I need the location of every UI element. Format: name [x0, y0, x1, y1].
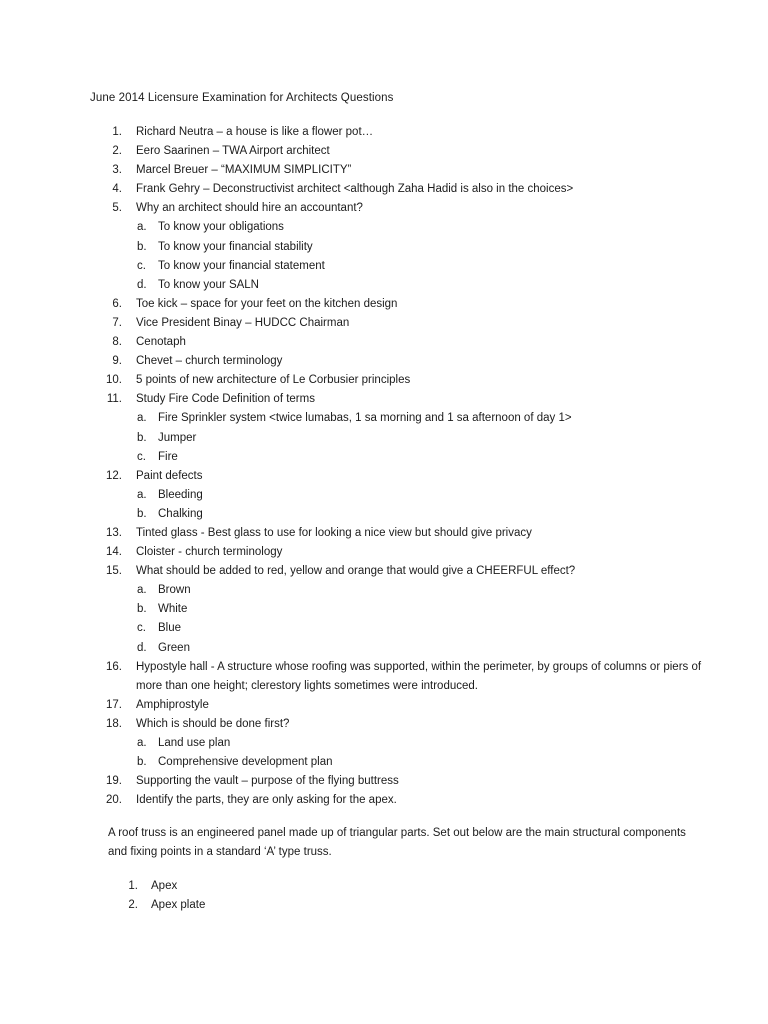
choice-text: Land use plan	[158, 737, 231, 749]
question-number: 9.	[112, 355, 122, 368]
question-text: Hypostyle hall - A structure whose roofing was supported, within the perimeter, by groups of columns or piers of more than one height; clerestory lights sometimes were introduced.	[136, 660, 702, 692]
question-text: Why an architect should hire an accountant?	[136, 202, 363, 215]
question-text: Study Fire Code Definition of terms	[136, 393, 315, 406]
choice-item	[0, 238, 768, 257]
choice-letter: b.	[137, 507, 147, 520]
choice-letter: d.	[137, 278, 147, 291]
choice-list	[0, 409, 768, 466]
question-text: Paint defects	[136, 469, 203, 482]
truss-paragraph: A roof truss is an engineered panel made up of triangular parts. Set out below are the main structural components and fixing points in a standard ‘A’ type truss.	[108, 827, 686, 858]
question-item	[0, 333, 768, 352]
choice-letter: a.	[137, 737, 147, 749]
question-number: 7.	[112, 316, 122, 329]
question-number: 1.	[112, 126, 122, 138]
choice-letter: c.	[137, 622, 146, 635]
question-number: 10.	[106, 374, 122, 387]
choice-letter: b.	[137, 603, 147, 616]
question-number: 15.	[106, 565, 122, 578]
choice-text: Brown	[158, 584, 191, 597]
choice-letter: a.	[137, 584, 147, 597]
question-text: Supporting the vault – purpose of the flying buttress	[136, 775, 399, 788]
choice-text: To know your financial statement	[158, 259, 325, 272]
question-item	[0, 467, 768, 524]
choice-letter: a.	[137, 412, 147, 425]
question-item	[0, 123, 768, 142]
question-item	[0, 180, 768, 199]
choice-list	[0, 486, 768, 524]
question-number: 17.	[106, 698, 122, 711]
choice-text: Chalking	[158, 507, 203, 520]
choice-letter: d.	[137, 641, 147, 654]
question-number: 6.	[112, 297, 122, 310]
choice-letter: a.	[137, 488, 147, 501]
question-text: Toe kick – space for your feet on the kitchen design	[136, 297, 398, 310]
question-item	[0, 371, 768, 390]
truss-part-number: 2.	[128, 899, 138, 912]
choice-item	[0, 619, 768, 638]
question-text: Marcel Breuer – “MAXIMUM SIMPLICITY”	[136, 164, 352, 177]
choice-item	[0, 753, 768, 772]
choice-letter: c.	[137, 259, 146, 272]
question-number: 2.	[112, 145, 122, 158]
question-text: Tinted glass - Best glass to use for looking a nice view but should give privacy	[136, 526, 532, 539]
question-text: Which is should be done first?	[136, 717, 290, 730]
choice-letter: b.	[137, 756, 147, 769]
choice-text: Jumper	[158, 431, 197, 444]
question-text: Amphiprostyle	[136, 698, 209, 711]
truss-part-item	[0, 877, 768, 896]
question-item	[0, 658, 768, 696]
question-number: 19.	[106, 775, 122, 788]
choice-letter: b.	[137, 240, 147, 253]
choice-item	[0, 257, 768, 276]
choice-item	[0, 276, 768, 295]
choice-item	[0, 409, 768, 428]
question-number: 16.	[106, 660, 122, 673]
choice-list	[0, 581, 768, 657]
question-text: Cloister - church terminology	[136, 546, 283, 559]
question-list	[0, 123, 768, 810]
question-number: 18.	[106, 717, 122, 730]
choice-text: To know your obligations	[158, 221, 284, 234]
question-text: Richard Neutra – a house is like a flower pot…	[136, 126, 374, 138]
question-text: Chevet – church terminology	[136, 355, 283, 368]
question-item	[0, 562, 768, 657]
truss-parts-list	[0, 877, 768, 915]
question-item	[0, 791, 768, 810]
choice-item	[0, 600, 768, 619]
choice-letter: c.	[137, 450, 146, 463]
choice-item	[0, 448, 768, 467]
choice-list	[0, 734, 768, 772]
question-text: 5 points of new architecture of Le Corbusier principles	[136, 374, 411, 387]
choice-text: Blue	[158, 622, 182, 635]
question-number: 5.	[112, 202, 122, 215]
question-item	[0, 390, 768, 466]
choice-text: To know your SALN	[158, 278, 259, 291]
choice-item	[0, 505, 768, 524]
choice-item	[0, 218, 768, 237]
question-item	[0, 352, 768, 371]
choice-text: Bleeding	[158, 488, 203, 501]
question-text: Eero Saarinen – TWA Airport architect	[136, 145, 330, 158]
question-text: Vice President Binay – HUDCC Chairman	[136, 316, 350, 329]
question-text: Identify the parts, they are only asking for the apex.	[136, 794, 397, 807]
choice-letter: a.	[137, 221, 147, 234]
choice-list	[0, 218, 768, 294]
question-item	[0, 696, 768, 715]
question-number: 13.	[106, 526, 122, 539]
question-item	[0, 715, 768, 772]
question-number: 12.	[106, 469, 122, 482]
choice-item	[0, 734, 768, 753]
question-text: Frank Gehry – Deconstructivist architect <although Zaha Hadid is also in the choices>	[136, 183, 574, 196]
choice-item	[0, 486, 768, 505]
question-item	[0, 199, 768, 294]
question-item	[0, 295, 768, 314]
question-item	[0, 524, 768, 543]
question-item	[0, 772, 768, 791]
choice-text: Green	[158, 641, 190, 654]
choice-letter: b.	[137, 431, 147, 444]
choice-item	[0, 429, 768, 448]
truss-part-text: Apex plate	[151, 899, 206, 912]
choice-text: White	[158, 603, 188, 616]
question-number: 8.	[112, 336, 122, 349]
question-item	[0, 314, 768, 333]
choice-text: Comprehensive development plan	[158, 756, 333, 769]
question-number: 20.	[106, 794, 122, 807]
choice-text: To know your financial stability	[158, 240, 313, 253]
question-number: 14.	[106, 546, 122, 559]
question-item	[0, 543, 768, 562]
question-item	[0, 142, 768, 161]
truss-part-text: Apex	[151, 880, 178, 892]
truss-part-item	[0, 896, 768, 915]
question-item	[0, 161, 768, 180]
choice-text: Fire	[158, 450, 178, 463]
question-number: 11.	[106, 393, 122, 406]
choice-item	[0, 639, 768, 658]
choice-text: Fire Sprinkler system <twice lumabas, 1 sa morning and 1 sa afternoon of day 1>	[158, 412, 572, 425]
question-text: Cenotaph	[136, 336, 186, 349]
document-title: June 2014 Licensure Examination for Architects Questions	[90, 92, 394, 104]
question-text: What should be added to red, yellow and orange that would give a CHEERFUL effect?	[136, 565, 576, 578]
question-number: 3.	[112, 164, 122, 177]
choice-item	[0, 581, 768, 600]
truss-part-number: 1.	[128, 880, 138, 892]
question-number: 4.	[112, 183, 122, 196]
